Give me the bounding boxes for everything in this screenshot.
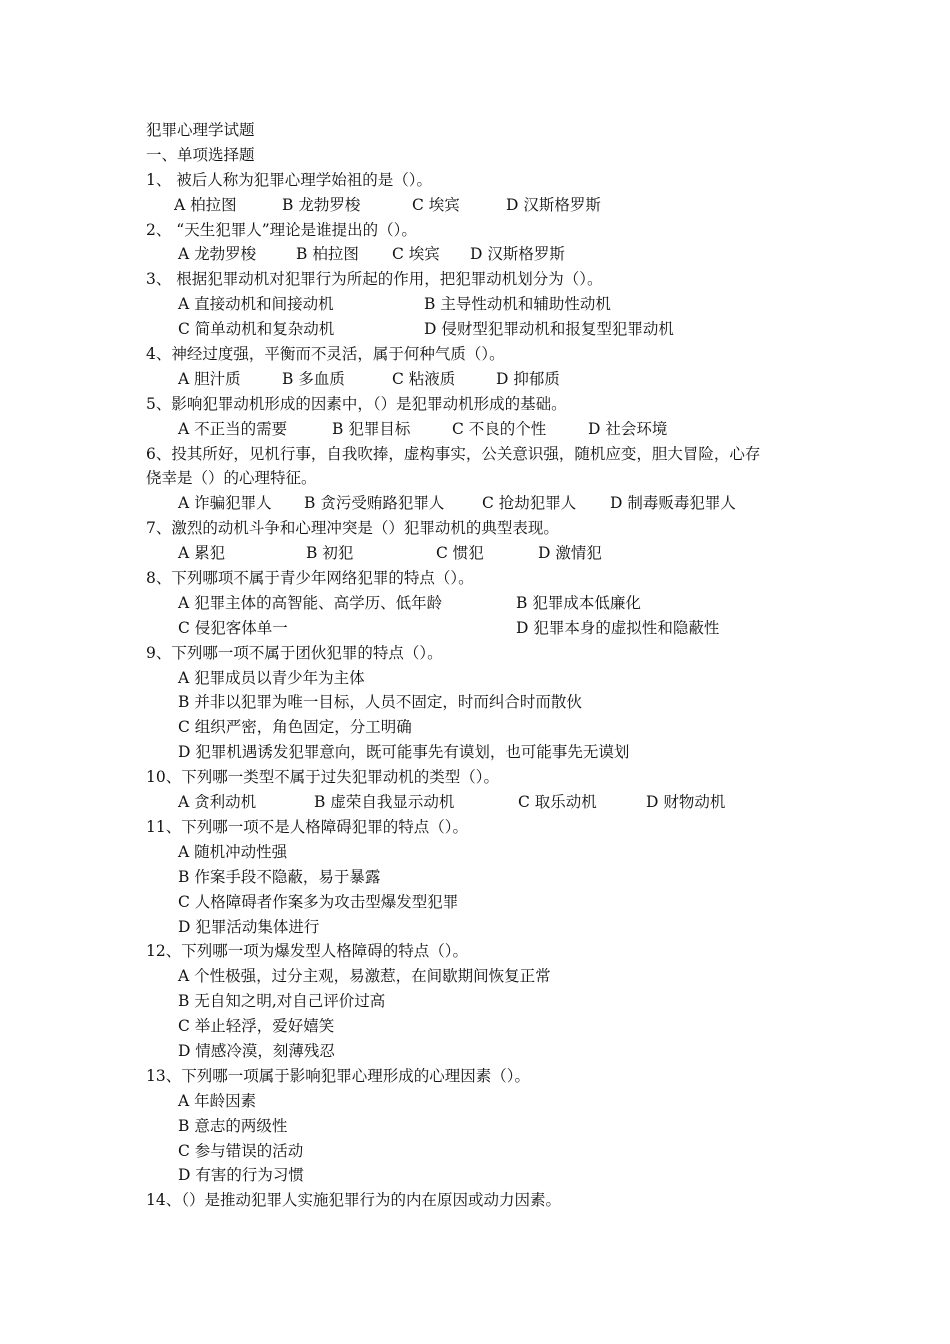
option: C 参与错误的活动 bbox=[178, 1141, 304, 1160]
section-heading: 一、单项选择题 bbox=[146, 145, 255, 164]
question-stem: 10、下列哪一类型不属于过失犯罪动机的类型（）。 bbox=[146, 768, 499, 787]
option: D 抑郁质 bbox=[496, 369, 560, 388]
option: A 贪利动机 bbox=[178, 793, 257, 812]
question-stem: 4、神经过度强，平衡而不灵活，属于何种气质（）。 bbox=[146, 345, 505, 364]
question-stem: 5、影响犯罪动机形成的因素中，（）是犯罪动机形成的基础。 bbox=[146, 394, 567, 413]
option: C 埃宾 bbox=[412, 195, 460, 214]
option: C 举止轻浮，爱好嬉笑 bbox=[178, 1017, 335, 1036]
option-row bbox=[146, 292, 826, 317]
question-stem: 12、下列哪一项为爆发型人格障碍的特点（）。 bbox=[146, 942, 468, 961]
question-stem: 8、下列哪项不属于青少年网络犯罪的特点（）。 bbox=[146, 569, 474, 588]
option: B 主导性动机和辅助性动机 bbox=[424, 295, 611, 314]
option: C 人格障碍者作案多为攻击型爆发型犯罪 bbox=[178, 892, 459, 911]
option: C 简单动机和复杂动机 bbox=[178, 320, 335, 339]
option-row bbox=[146, 242, 826, 267]
option: B 犯罪成本低廉化 bbox=[516, 593, 641, 612]
option-row bbox=[146, 790, 826, 815]
option: B 多血质 bbox=[282, 369, 345, 388]
option: C 埃宾 bbox=[392, 245, 440, 264]
option: D 有害的行为习惯 bbox=[178, 1166, 304, 1185]
option: B 柏拉图 bbox=[296, 245, 359, 264]
question-stem: 9、下列哪一项不属于团伙犯罪的特点（）。 bbox=[146, 643, 443, 662]
question-stem: 3、 根据犯罪动机对犯罪行为所起的作用，把犯罪动机划分为（）。 bbox=[146, 270, 603, 289]
option: C 侵犯客体单一 bbox=[178, 618, 288, 637]
option: D 犯罪本身的虚拟性和隐蔽性 bbox=[516, 618, 720, 637]
option: C 抢劫犯罪人 bbox=[482, 494, 577, 513]
option: B 初犯 bbox=[306, 544, 354, 563]
option: C 惯犯 bbox=[436, 544, 484, 563]
question-stem-continued: 侥幸是（）的心理特征。 bbox=[146, 469, 317, 488]
option: A 年龄因素 bbox=[178, 1091, 257, 1110]
option: B 虚荣自我显示动机 bbox=[314, 793, 455, 812]
exam-content bbox=[146, 118, 826, 1213]
option: B 贪污受贿路犯罪人 bbox=[304, 494, 445, 513]
option: D 犯罪机遇诱发犯罪意向，既可能事先有谟划，也可能事先无谟划 bbox=[178, 743, 630, 762]
option-row bbox=[146, 491, 826, 516]
option-row bbox=[146, 367, 826, 392]
option: D 情感冷漠，刻薄残忍 bbox=[178, 1041, 335, 1060]
option: A 不正当的需要 bbox=[178, 419, 288, 438]
option: B 无自知之明,对自己评价过高 bbox=[178, 992, 386, 1011]
option: D 财物动机 bbox=[646, 793, 726, 812]
option: D 制毒贩毒犯罪人 bbox=[610, 494, 736, 513]
option: B 犯罪目标 bbox=[332, 419, 411, 438]
option: A 个性极强，过分主观，易激惹，在间歇期间恢复正常 bbox=[178, 967, 551, 986]
option: A 随机冲动性强 bbox=[178, 842, 288, 861]
option: D 汉斯格罗斯 bbox=[470, 245, 565, 264]
question-stem: 7、激烈的动机斗争和心理冲突是（）犯罪动机的典型表现。 bbox=[146, 519, 559, 538]
option-row bbox=[146, 193, 826, 218]
question-stem: 13、下列哪一项属于影响犯罪心理形成的心理因素（）。 bbox=[146, 1066, 530, 1085]
option: A 犯罪成员以青少年为主体 bbox=[178, 668, 365, 687]
option: B 并非以犯罪为唯一目标，人员不固定，时而纠合时而散伙 bbox=[178, 693, 582, 712]
option: C 取乐动机 bbox=[518, 793, 597, 812]
option: D 激情犯 bbox=[538, 544, 602, 563]
document-title: 犯罪心理学试题 bbox=[146, 121, 255, 139]
option-row bbox=[146, 616, 826, 641]
option: A 犯罪主体的高智能、高学历、低年龄 bbox=[178, 593, 443, 612]
question-stem: 11、下列哪一项不是人格障碍犯罪的特点（）。 bbox=[146, 817, 468, 836]
option: A 诈骗犯罪人 bbox=[178, 494, 272, 513]
option: D 侵财型犯罪动机和报复型犯罪动机 bbox=[424, 320, 674, 339]
option: A 柏拉图 bbox=[174, 195, 237, 214]
option: A 龙勃罗梭 bbox=[178, 245, 257, 264]
question-stem: 1、 被后人称为犯罪心理学始祖的是（）。 bbox=[146, 170, 433, 189]
option: C 粘液质 bbox=[392, 369, 456, 388]
option: A 累犯 bbox=[178, 544, 226, 563]
option: C 不良的个性 bbox=[452, 419, 547, 438]
option: B 作案手段不隐蔽，易于暴露 bbox=[178, 867, 381, 886]
option-row bbox=[146, 541, 826, 566]
option: B 意志的两级性 bbox=[178, 1116, 288, 1135]
option: A 直接动机和间接动机 bbox=[178, 295, 334, 314]
option: D 汉斯格罗斯 bbox=[506, 195, 601, 214]
question-stem: 6、投其所好，见机行事，自我吹捧，虚构事实，公关意识强，随机应变，胆大冒险，心存 bbox=[146, 444, 761, 463]
question-stem: 2、 “天生犯罪人”理论是谁提出的（）。 bbox=[146, 220, 417, 239]
option-row bbox=[146, 417, 826, 442]
option: B 龙勃罗梭 bbox=[282, 195, 361, 214]
option: A 胆汁质 bbox=[178, 369, 241, 388]
option: C 组织严密，角色固定，分工明确 bbox=[178, 718, 412, 737]
option: D 犯罪活动集体进行 bbox=[178, 917, 320, 936]
question-stem: 14、（）是推动犯罪人实施犯罪行为的内在原因或动力因素。 bbox=[146, 1191, 561, 1210]
option-row bbox=[146, 317, 826, 342]
option-row bbox=[146, 591, 826, 616]
option: D 社会环境 bbox=[588, 419, 668, 438]
